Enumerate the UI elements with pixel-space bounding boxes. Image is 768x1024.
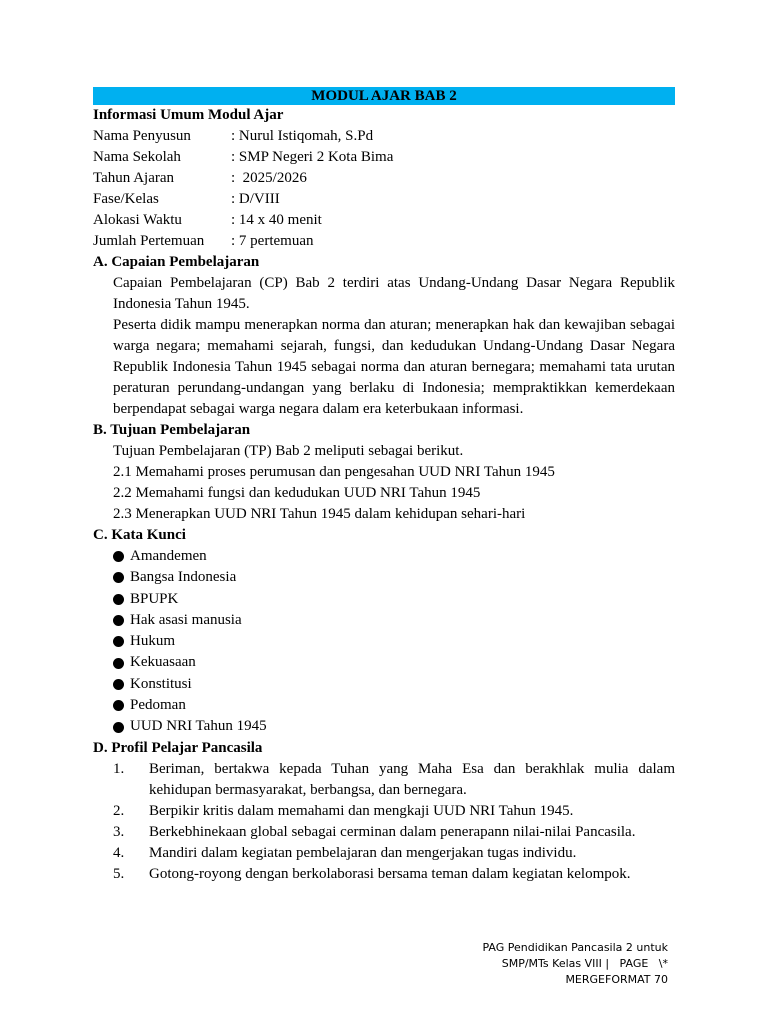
info-label: Alokasi Waktu xyxy=(93,212,182,228)
item-text: Berpikir kritis dalam memahami dan mengkaji UUD NRI Tahun 1945. xyxy=(149,802,574,819)
footer-line: MERGEFORMAT 70 xyxy=(565,973,668,986)
info-label: Tahun Ajaran xyxy=(93,170,175,186)
keyword-item xyxy=(93,610,675,631)
keyword-item xyxy=(93,652,675,673)
bullet-icon xyxy=(113,615,124,626)
item-number: 2. xyxy=(113,802,125,819)
bullet-icon xyxy=(113,679,124,690)
bullet-icon xyxy=(113,572,124,583)
bullet-icon xyxy=(113,700,124,711)
footer-line: PAG Pendidikan Pancasila 2 untuk xyxy=(482,941,668,954)
profile-item xyxy=(93,822,675,843)
item-number: 5. xyxy=(113,865,125,882)
keyword-text: Pedoman xyxy=(130,697,186,714)
info-label: Jumlah Pertemuan xyxy=(93,233,205,249)
profile-item xyxy=(93,759,675,801)
keyword-text: Hukum xyxy=(130,633,175,650)
learning-goal-item: 2.1 Memahami proses perumusan dan pengesahan UUD NRI Tahun 1945 xyxy=(113,464,555,480)
section-a-paragraph-1: Capaian Pembelajaran (CP) Bab 2 terdiri atas Undang-Undang Dasar Negara Republik Indonesia Tahun 1945. xyxy=(113,275,675,312)
info-row xyxy=(93,126,675,147)
info-value: : Nurul Istiqomah, S.Pd xyxy=(231,128,374,144)
keyword-text: Amandemen xyxy=(130,548,207,564)
info-row xyxy=(93,147,675,168)
section-c-heading: C. Kata Kunci xyxy=(93,527,186,543)
keyword-text: Kekuasaan xyxy=(130,654,196,671)
keyword-item xyxy=(93,631,675,652)
keyword-item xyxy=(93,546,675,567)
item-text: Gotong-royong dengan berkolaborasi bersama teman dalam kegiatan kelompok. xyxy=(149,865,631,882)
keyword-item xyxy=(93,674,675,695)
item-text: Berkebhinekaan global sebagai cerminan dalam penerapann nilai-nilai Pancasila. xyxy=(149,823,636,840)
module-title: MODUL AJAR BAB 2 xyxy=(93,87,675,105)
info-value: : 7 pertemuan xyxy=(231,233,314,249)
info-row xyxy=(93,231,675,252)
learning-goal-item: 2.2 Memahami fungsi dan kedudukan UUD NRI Tahun 1945 xyxy=(113,485,481,501)
info-row xyxy=(93,189,675,210)
info-label: Nama Sekolah xyxy=(93,149,181,165)
keyword-item xyxy=(93,716,675,737)
info-row xyxy=(93,210,675,231)
section-d-heading: D. Profil Pelajar Pancasila xyxy=(93,739,263,756)
section-b-intro: Tujuan Pembelajaran (TP) Bab 2 meliputi sebagai berikut. xyxy=(113,443,464,459)
keyword-item xyxy=(93,695,675,716)
keyword-text: Konstitusi xyxy=(130,675,192,692)
keyword-item xyxy=(93,589,675,610)
bullet-icon xyxy=(113,722,124,733)
profile-item xyxy=(93,801,675,822)
info-label: Fase/Kelas xyxy=(93,191,159,207)
keyword-text: Hak asasi manusia xyxy=(130,611,242,628)
footer-line: SMP/MTs Kelas VIII | PAGE \* xyxy=(501,957,668,970)
section-a-paragraph-2: Peserta didik mampu menerapkan norma dan aturan; menerapkan hak dan kewajiban sebagai warga negara; memahami sejarah, fungsi, dan kedudukan Undang-Undang Dasar Negara Republik Indonesia Tahun 1945 sebagai norma dan aturan bernegara; memahami tata urutan peraturan perundang-undangan yang berlaku di Indonesia; mempraktikkan kemerdekaan berpendapat sebagai warga negara dalam era keterbukaan informasi. xyxy=(113,317,675,417)
bullet-icon xyxy=(113,636,124,647)
info-value: : D/VIII xyxy=(231,191,280,207)
item-text: Beriman, bertakwa kepada Tuhan yang Maha Esa dan berakhlak mulia dalam kehidupan bermasyarakat, berbangsa, dan bernegara. xyxy=(149,760,675,798)
section-a-heading: A. Capaian Pembelajaran xyxy=(93,254,260,270)
info-label: Nama Penyusun xyxy=(93,128,191,144)
document-page xyxy=(93,87,675,885)
item-number: 1. xyxy=(113,760,125,777)
section-b-heading: B. Tujuan Pembelajaran xyxy=(93,422,251,438)
info-value: : 14 x 40 menit xyxy=(231,212,322,228)
keyword-text: Bangsa Indonesia xyxy=(130,569,237,586)
keyword-text: UUD NRI Tahun 1945 xyxy=(130,718,267,735)
item-number: 4. xyxy=(113,844,125,861)
page-footer xyxy=(468,940,668,988)
bullet-icon xyxy=(113,594,124,605)
info-heading: Informasi Umum Modul Ajar xyxy=(93,107,284,123)
bullet-icon xyxy=(113,551,124,562)
item-text: Mandiri dalam kegiatan pembelajaran dan mengerjakan tugas individu. xyxy=(149,844,577,861)
item-number: 3. xyxy=(113,823,125,840)
info-value: : 2025/2026 xyxy=(231,170,307,186)
profile-item xyxy=(93,843,675,864)
keyword-item xyxy=(93,567,675,588)
keyword-text: BPUPK xyxy=(130,590,179,607)
info-row xyxy=(93,168,675,189)
bullet-icon xyxy=(113,658,124,669)
profile-item xyxy=(93,864,675,885)
learning-goal-item: 2.3 Menerapkan UUD NRI Tahun 1945 dalam kehidupan sehari-hari xyxy=(113,506,526,522)
info-value: : SMP Negeri 2 Kota Bima xyxy=(231,149,394,165)
